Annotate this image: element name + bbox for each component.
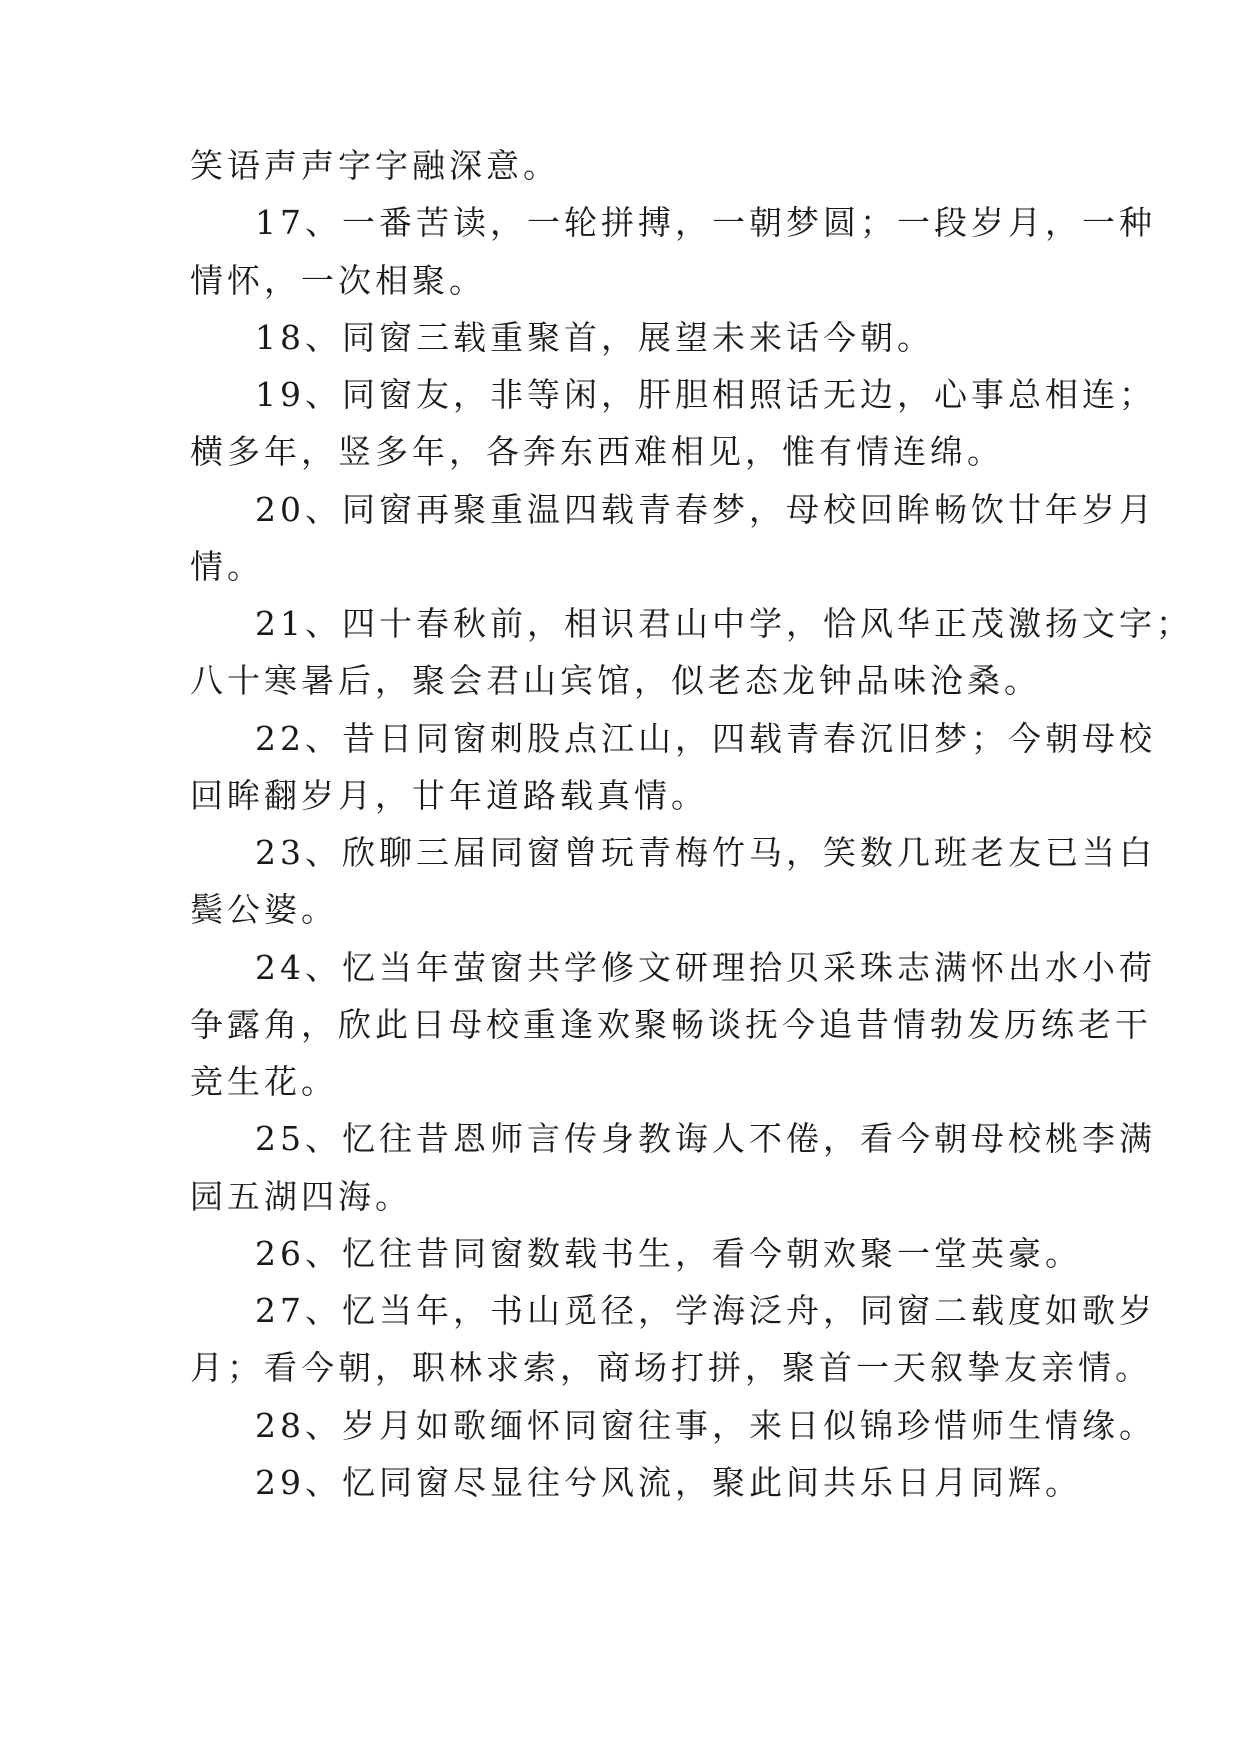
text-line: 鬓公婆。 [190,890,338,929]
text-line: 八十寒暑后，聚会君山宾馆，似老态龙钟品味沧桑。 [190,661,1041,700]
text-line: 18、同窗三载重聚首，展望未来话今朝。 [255,318,934,357]
text-line: 争露角，欣此日母校重逢欢聚畅谈抚今追昔情勃发历练老干 [190,1005,1152,1044]
text-line: 25、忆往昔恩师言传身教诲人不倦，看今朝母校桃李满 [255,1119,1156,1158]
text-line: 横多年，竖多年，各奔东西难相见，惟有情连绵。 [190,432,1004,471]
text-line: 24、忆当年萤窗共学修文研理拾贝采珠志满怀出水小荷 [255,948,1156,987]
text-line: 园五湖四海。 [190,1177,412,1216]
text-line: 竞生花。 [190,1062,338,1101]
text-line: 回眸翻岁月，廿年道路载真情。 [190,776,708,815]
text-line: 19、同窗友，非等闲，肝胆相照话无边，心事总相连； [255,375,1156,414]
text-line: 情怀，一次相聚。 [190,261,486,300]
text-line: 17、一番苦读，一轮拼搏，一朝梦圆；一段岁月，一种 [255,203,1156,242]
text-line: 笑语声声字字融深意。 [190,146,560,185]
text-line: 情。 [190,547,264,586]
text-line: 21、四十春秋前，相识君山中学，恰风华正茂激扬文字； [255,604,1193,643]
text-line: 月；看今朝，职林求索，商场打拼，聚首一天叙挚友亲情。 [190,1348,1152,1387]
text-line: 22、昔日同窗刺股点江山，四载青春沉旧梦；今朝母校 [255,719,1156,758]
text-line: 26、忆往昔同窗数载书生，看今朝欢聚一堂英豪。 [255,1234,1082,1273]
text-line: 23、欣聊三届同窗曾玩青梅竹马，笑数几班老友已当白 [255,833,1156,872]
text-line: 20、同窗再聚重温四载青春梦，母校回眸畅饮廿年岁月 [255,490,1156,529]
text-line: 27、忆当年，书山觅径，学海泛舟，同窗二载度如歌岁 [255,1291,1156,1330]
text-line: 28、岁月如歌缅怀同窗往事，来日似锦珍惜师生情缘。 [255,1406,1156,1445]
text-line: 29、忆同窗尽显往兮风流，聚此间共乐日月同辉。 [255,1463,1082,1502]
